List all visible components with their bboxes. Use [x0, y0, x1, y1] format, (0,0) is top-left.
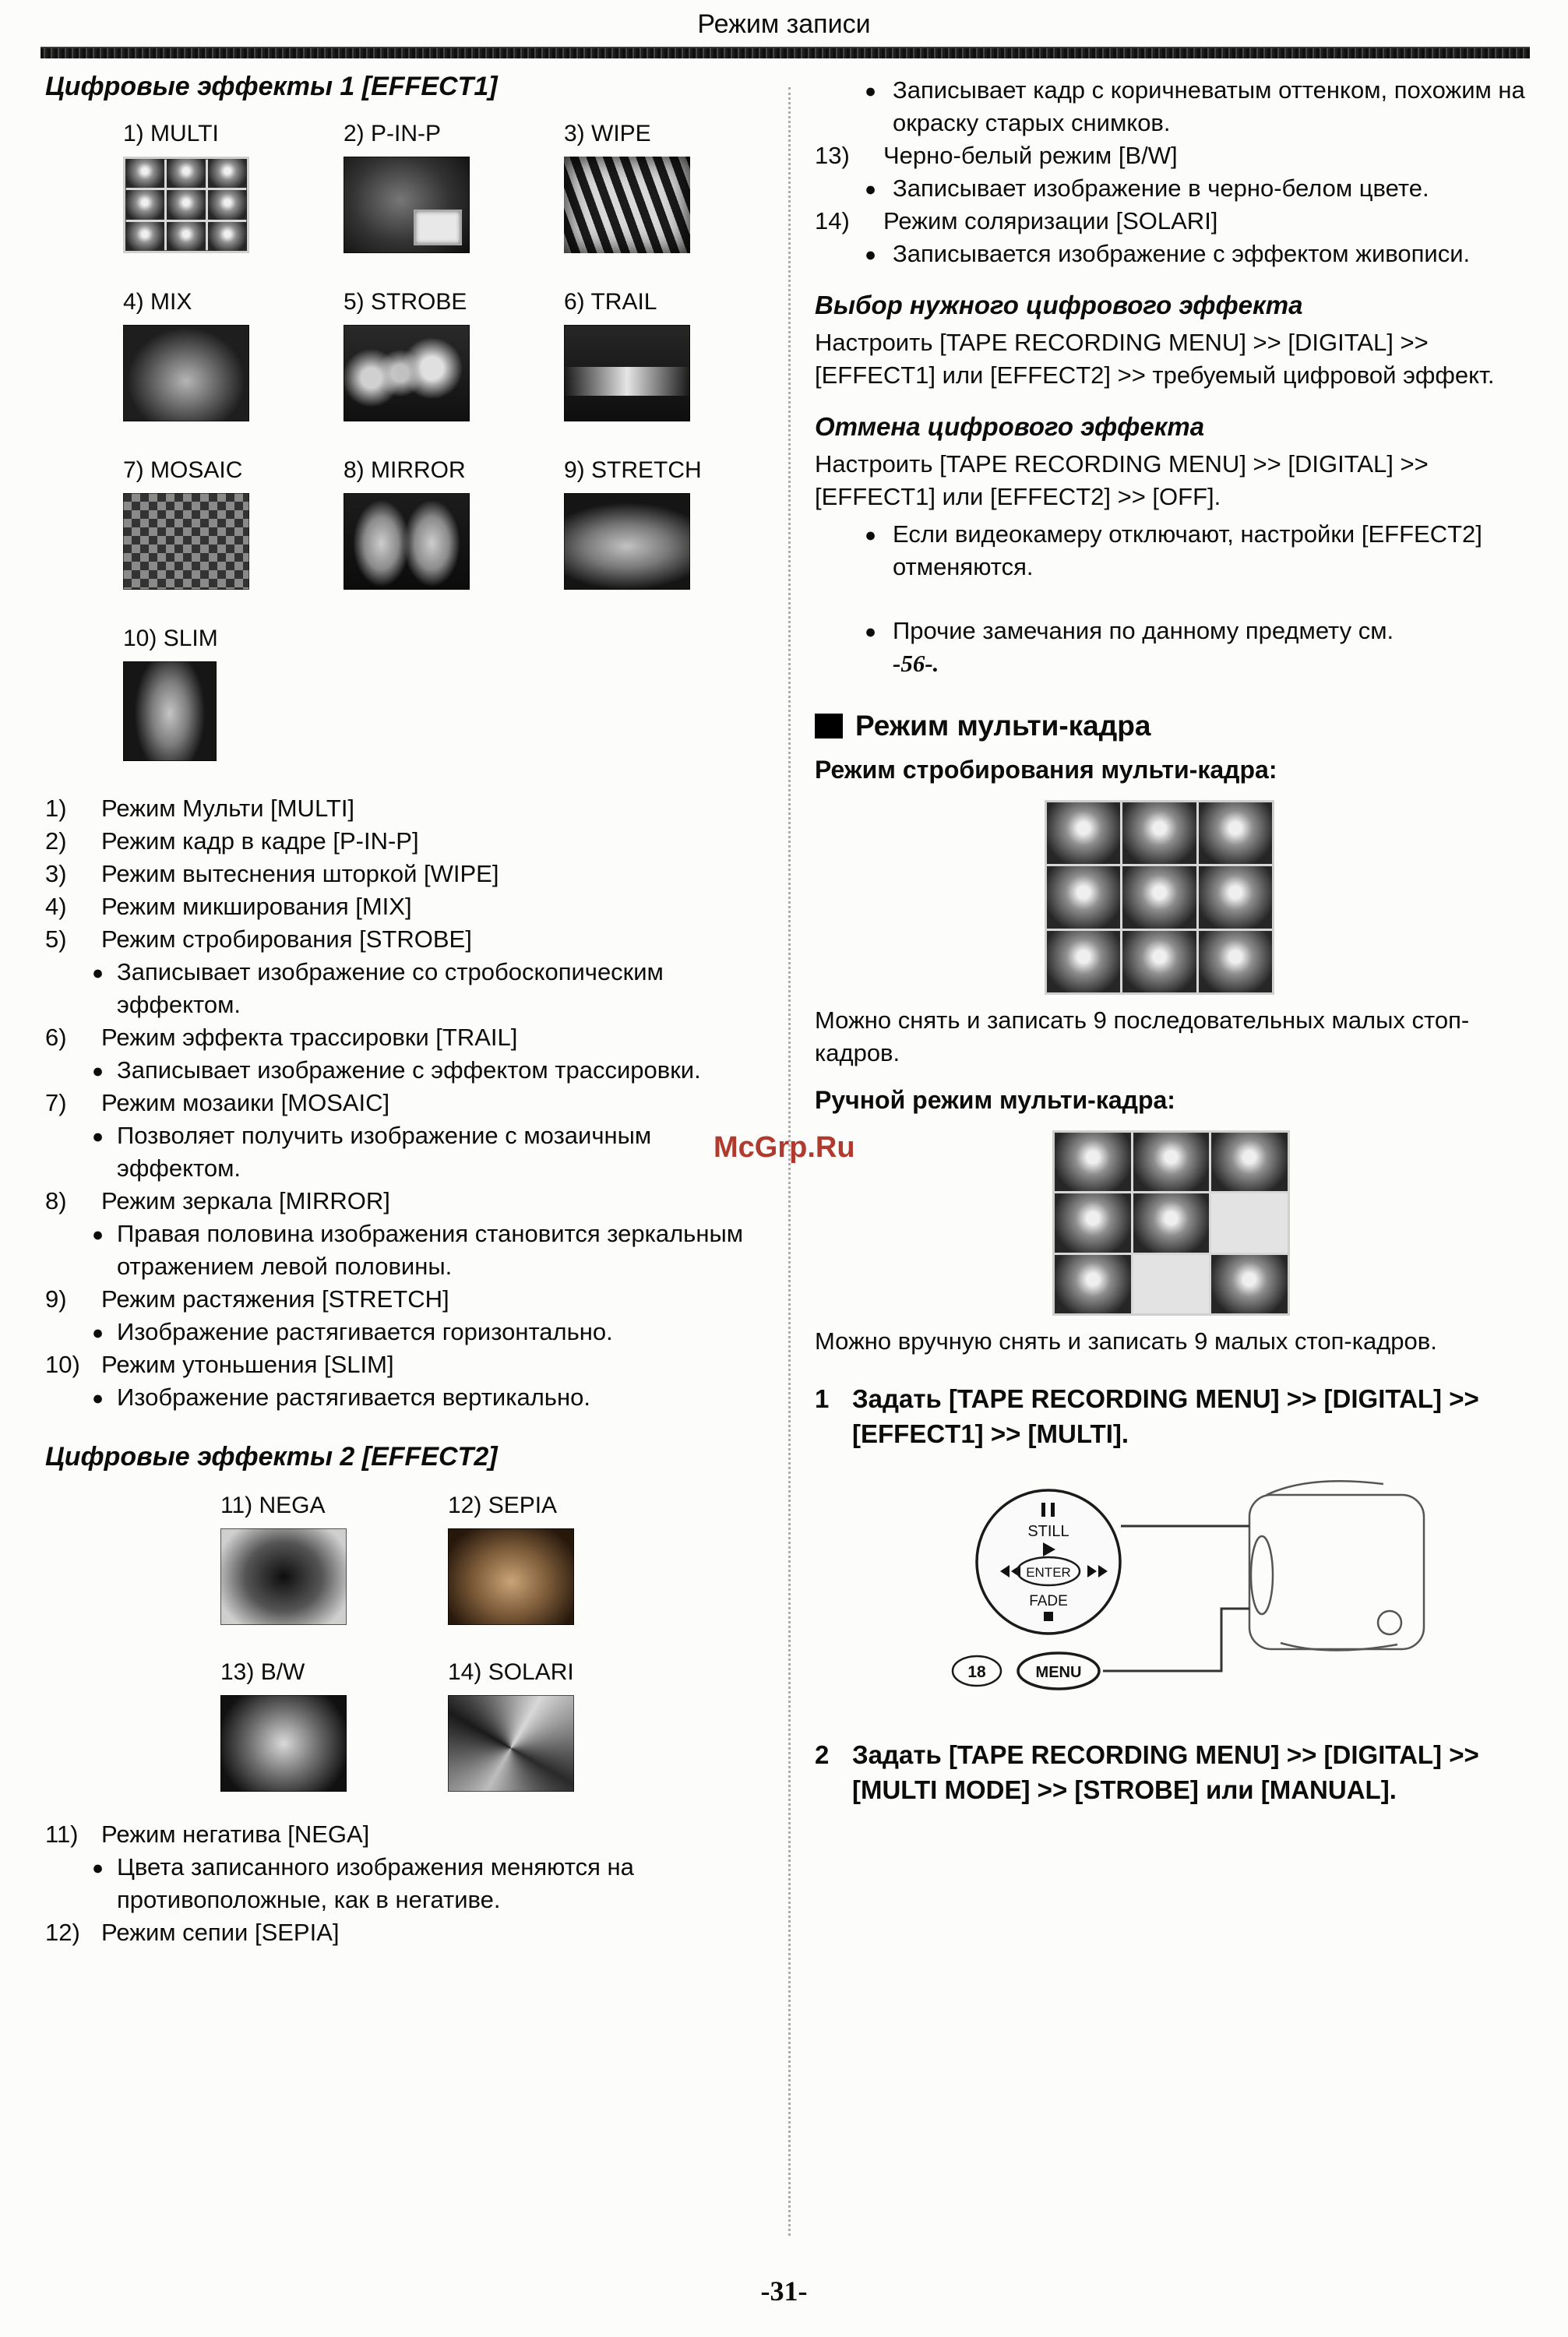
cancel-effect-heading: Отмена цифрового эффекта: [815, 412, 1205, 441]
step-text: Задать [TAPE RECORDING MENU] >> [DIGITAL] >> [EFFECT1] >> [MULTI].: [852, 1384, 1479, 1448]
left-column: [45, 72, 768, 1949]
list-item: [45, 1185, 768, 1218]
see-also-page-ref: -56-.: [893, 650, 939, 677]
thumb-strobe: [344, 289, 564, 421]
select-effect-heading: Выбор нужного цифрового эффекта: [815, 291, 1303, 319]
item-number: 3): [45, 860, 67, 887]
multi-frame: [1055, 1255, 1131, 1313]
multi-frame: [1047, 866, 1120, 928]
camcorder-illustration: [932, 1462, 1531, 1714]
multi-frame: [1199, 931, 1272, 992]
stop-icon: [1044, 1612, 1053, 1621]
watermark-text: McGrp.Ru: [714, 1131, 855, 1164]
item-bullet: ● Изображение растягивается вертикально.: [45, 1381, 768, 1414]
item-text: Режим эффекта трассировки [TRAIL]: [101, 1024, 518, 1051]
multi-frame: [1122, 931, 1196, 992]
item-text: Режим растяжения [STRETCH]: [101, 1285, 449, 1313]
nega-effect-photo: [220, 1528, 347, 1625]
page-header-title: Режим записи: [697, 9, 871, 39]
list-item: [45, 1021, 768, 1054]
multi-frame: [125, 190, 164, 219]
off-note-bullet: ● Если видеокамеру отключают, настройки [EFFECT2] отменяются.: [815, 518, 1531, 583]
thumb-mosaic: [123, 457, 344, 590]
list-item: [45, 1283, 768, 1316]
thumb-mirror: [344, 457, 564, 590]
section-title: Режим мульти-кадра: [855, 710, 1151, 742]
multi-frame: [1047, 802, 1120, 864]
strobe-multi-image: [1045, 800, 1274, 995]
item-text: Режим зеркала [MIRROR]: [101, 1187, 390, 1214]
thumb-solari: [448, 1659, 675, 1792]
thumb-slim: [123, 626, 344, 761]
menu-label: MENU: [1035, 1664, 1082, 1681]
list-item: [45, 923, 768, 956]
wipe-effect-photo: [564, 157, 690, 253]
item-number: 1): [45, 795, 67, 822]
multi-frame: [208, 159, 247, 188]
item-number: 8): [45, 1187, 67, 1214]
see-also-bullet: [815, 615, 1531, 680]
strobe-effect-photo: [344, 325, 470, 421]
effects2-thumbnail-grid: [220, 1493, 768, 1792]
section-square-icon: [815, 714, 843, 738]
multi-frame: [1133, 1133, 1210, 1191]
thumb-pinp: [344, 121, 564, 253]
thumb-sepia: [448, 1493, 675, 1625]
thumb-label: 5) STROBE: [344, 289, 467, 315]
multi-frame-empty: [1211, 1193, 1288, 1252]
callout-lines: [1103, 1526, 1249, 1671]
callout-18-number: 18: [967, 1663, 986, 1681]
cancel-effect-text: Настроить [TAPE RECORDING MENU] >> [DIGITAL] >> [EFFECT1] или [EFFECT2] >> [OFF].: [815, 450, 1429, 510]
list-item: [815, 205, 1531, 238]
thumb-stretch: [564, 457, 784, 590]
manual-multi-heading: Ручной режим мульти-кадра:: [815, 1086, 1175, 1114]
header-rule-bar: [41, 47, 1530, 58]
item-text: Режим Мульти [MULTI]: [101, 795, 355, 822]
effects1-title: Цифровые эффекты 1 [EFFECT1]: [45, 72, 498, 101]
effects1-thumbnail-grid: [123, 121, 768, 761]
thumb-label: 9) STRETCH: [564, 457, 702, 483]
multi-frame: [167, 190, 206, 219]
multi-frame: [1199, 866, 1272, 928]
list-item: [45, 792, 768, 825]
list-item: [45, 1087, 768, 1119]
strobe-multi-heading: Режим стробирования мульти-кадра:: [815, 756, 1277, 784]
item-text: Черно-белый режим [B/W]: [883, 142, 1178, 169]
item-number: 2): [45, 827, 67, 855]
list-item: [45, 1818, 768, 1851]
see-also-text: Прочие замечания по данному предмету см.: [893, 617, 1394, 644]
thumb-label: 1) MULTI: [123, 121, 219, 146]
thumb-label: 10) SLIM: [123, 626, 218, 651]
multi-frame: [1047, 931, 1120, 992]
mosaic-effect-photo: [123, 493, 249, 590]
thumb-label: 6) TRAIL: [564, 289, 657, 315]
step-text: Задать [TAPE RECORDING MENU] >> [DIGITAL] >> [MULTI MODE] >> [STROBE] или [MANUAL].: [852, 1740, 1479, 1804]
solari-effect-photo: [448, 1695, 574, 1792]
item-number: 14): [815, 207, 850, 234]
camcorder-body-sketch: [1249, 1481, 1424, 1650]
item-text: Режим вытеснения шторкой [WIPE]: [101, 860, 499, 887]
item-number: 9): [45, 1285, 67, 1313]
thumb-trail: [564, 289, 784, 421]
multi-frame-empty: [1133, 1255, 1210, 1313]
item-number: 6): [45, 1024, 67, 1051]
mix-effect-photo: [123, 325, 249, 421]
step-1: [815, 1381, 1531, 1451]
page-number: -31-: [760, 2275, 808, 2307]
thumb-label: 13) B/W: [220, 1659, 305, 1685]
thumb-label: 11) NEGA: [220, 1493, 326, 1518]
item-number: 13): [815, 142, 850, 169]
item-bullet: ● Цвета записанного изображения меняются на противоположные, как в негативе.: [45, 1851, 768, 1916]
fade-label: FADE: [1029, 1593, 1068, 1609]
item-bullet: ● Записывает изображение с эффектом трассировки.: [45, 1054, 768, 1087]
multi-effect-photo: [123, 157, 249, 253]
item-number: 12): [45, 1919, 80, 1946]
thumb-wipe: [564, 121, 784, 253]
manual-multi-text: Можно вручную снять и записать 9 малых стоп-кадров.: [815, 1327, 1437, 1355]
list-item: [45, 890, 768, 923]
manual-multi-image-wrap: [1052, 1130, 1531, 1316]
item-bullet: ● Записывается изображение с эффектом живописи.: [815, 238, 1531, 270]
step-2: [815, 1737, 1531, 1807]
multi-frame: [1211, 1255, 1288, 1313]
multi-frame: [1133, 1193, 1210, 1252]
item-bullet: ● Записывает изображение в черно-белом цвете.: [815, 172, 1531, 205]
item-number: 5): [45, 925, 67, 953]
right-column: [815, 74, 1531, 1807]
list-item: [45, 1916, 768, 1949]
list-item: [815, 139, 1531, 172]
sepia-continuation-bullet: ● Записывает кадр с коричневатым оттенком, похожим на окраску старых снимков.: [815, 74, 1531, 139]
effects1-list: [45, 792, 768, 1414]
list-item: [45, 858, 768, 890]
multi-frame: [1199, 802, 1272, 864]
thumb-label: 2) P-IN-P: [344, 121, 442, 146]
item-text: Режим мозаики [MOSAIC]: [101, 1089, 390, 1116]
list-item: [45, 1348, 768, 1381]
item-bullet: ● Изображение растягивается горизонтально.: [45, 1316, 768, 1348]
step-number: 2: [815, 1740, 830, 1769]
thumb-multi: [123, 121, 344, 253]
multi-frame: [1122, 802, 1196, 864]
item-text: Режим негатива [NEGA]: [101, 1821, 370, 1848]
select-effect-text: Настроить [TAPE RECORDING MENU] >> [DIGITAL] >> [EFFECT1] или [EFFECT2] >> требуемый цифровой эффект.: [815, 329, 1495, 389]
multi-frame: [1122, 866, 1196, 928]
multi-frame: [1055, 1193, 1131, 1252]
bw-effect-photo: [220, 1695, 347, 1792]
manual-multi-image: [1052, 1130, 1290, 1316]
stretch-effect-photo: [564, 493, 690, 590]
thumb-label: 7) MOSAIC: [123, 457, 243, 483]
item-text: Режим кадр в кадре [P-IN-P]: [101, 827, 419, 855]
multi-mode-section-header: [815, 710, 1531, 742]
strobe-multi-text: Можно снять и записать 9 последовательных малых стоп-кадров.: [815, 1006, 1470, 1066]
item-number: 4): [45, 893, 67, 920]
thumb-label: 3) WIPE: [564, 121, 651, 146]
camcorder-control-diagram: [932, 1462, 1446, 1705]
item-text: Режим микширования [MIX]: [101, 893, 412, 920]
thumb-label: 14) SOLARI: [448, 1659, 574, 1685]
thumb-bw: [220, 1659, 448, 1792]
multi-frame: [167, 222, 206, 251]
multi-frame: [167, 159, 206, 188]
item-number: 10): [45, 1351, 80, 1378]
still-label: STILL: [1027, 1523, 1069, 1540]
slim-effect-photo: [123, 661, 217, 761]
item-text: Режим утоньшения [SLIM]: [101, 1351, 394, 1378]
effects2-list: [45, 1818, 768, 1949]
item-text: Режим соляризации [SOLARI]: [883, 207, 1218, 234]
step-number: 1: [815, 1384, 830, 1413]
mirror-effect-photo: [344, 493, 470, 590]
multi-frame: [1055, 1133, 1131, 1191]
thumb-label: 4) MIX: [123, 289, 192, 315]
multi-frame: [125, 159, 164, 188]
multi-frame: [1211, 1133, 1288, 1191]
thumb-nega: [220, 1493, 448, 1625]
item-bullet: ● Правая половина изображения становится зеркальным отражением левой половины.: [45, 1218, 768, 1283]
multi-frame: [208, 190, 247, 219]
item-bullet: ● Записывает изображение со стробоскопическим эффектом.: [45, 956, 768, 1021]
pinp-effect-photo: [344, 157, 470, 253]
effects2-title: Цифровые эффекты 2 [EFFECT2]: [45, 1442, 498, 1472]
multi-frame: [208, 222, 247, 251]
thumb-label: 8) MIRROR: [344, 457, 466, 483]
thumb-mix: [123, 289, 344, 421]
thumb-label: 12) SEPIA: [448, 1493, 558, 1518]
multi-frame: [125, 222, 164, 251]
item-number: 11): [45, 1821, 79, 1848]
item-number: 7): [45, 1089, 67, 1116]
enter-label: ENTER: [1026, 1565, 1071, 1580]
item-text: Режим стробирования [STROBE]: [101, 925, 472, 953]
item-text: Режим сепии [SEPIA]: [101, 1919, 340, 1946]
item-bullet: ● Позволяет получить изображение с мозаичным эффектом.: [45, 1119, 768, 1185]
sepia-effect-photo: [448, 1528, 574, 1625]
strobe-multi-image-wrap: [1045, 800, 1531, 995]
trail-effect-photo: [564, 325, 690, 421]
list-item: [45, 825, 768, 858]
